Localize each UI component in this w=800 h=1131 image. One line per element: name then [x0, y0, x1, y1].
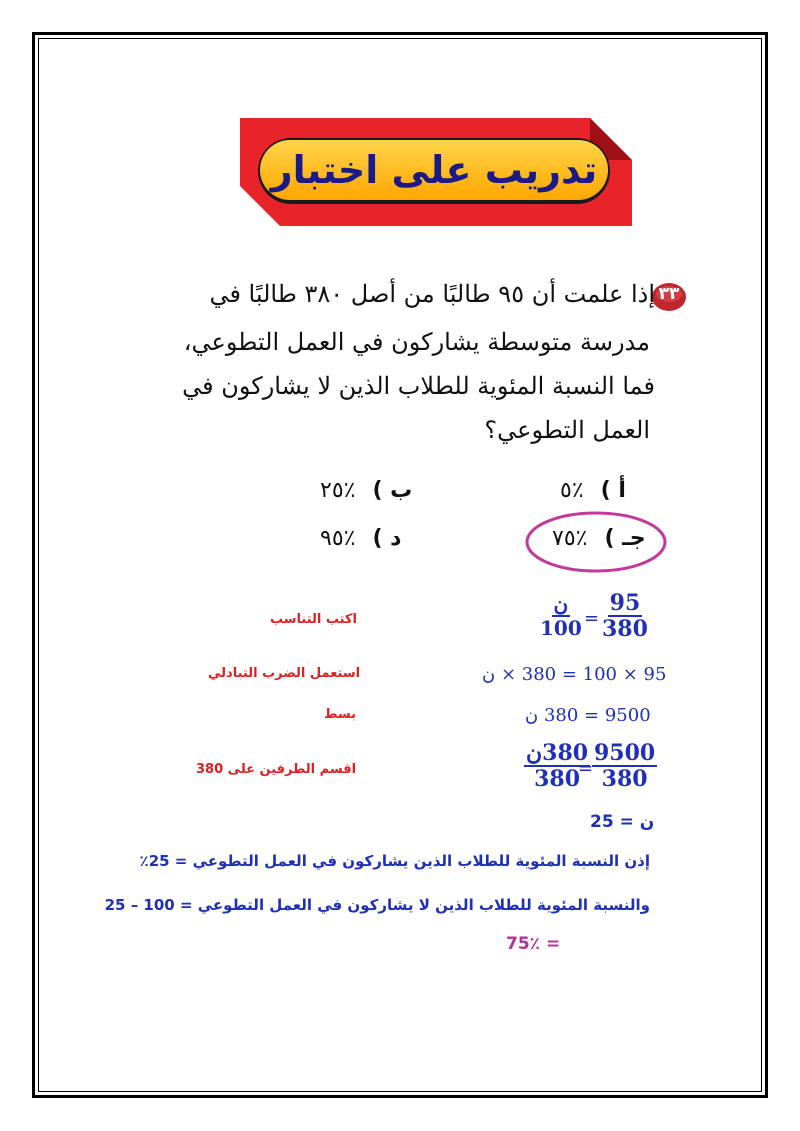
- answer-circle: [524, 510, 668, 574]
- conclusion-line-2: والنسبة المئوية للطلاب الذين لا يشاركون في العمل التطوعي = 100 – 25: [104, 896, 650, 914]
- step1-right-denominator: 100: [540, 616, 582, 640]
- option-b-value: ٪٢٥: [320, 478, 356, 503]
- step4-left-denominator: 380: [601, 766, 648, 793]
- step4-right-fraction: [524, 742, 590, 791]
- step1-equals: =: [584, 608, 600, 629]
- final-answer: = 75٪: [506, 934, 561, 954]
- step2-note: استعمل الضرب التبادلي: [208, 666, 361, 681]
- step4-equals: =: [578, 758, 594, 779]
- step3-equation: 9500 = 380 ن: [525, 705, 651, 726]
- step4-right-numerator: 380ن: [526, 740, 589, 766]
- step1-left-numerator: 95: [609, 590, 641, 616]
- banner-title: تدريب على اختبار: [270, 148, 598, 192]
- step4-left-fraction: [592, 742, 657, 791]
- question-number: ٣٣: [658, 284, 680, 304]
- step4-left-numerator: 9500: [594, 740, 656, 766]
- question-line-2: مدرسة متوسطة يشاركون في العمل التطوعي،: [183, 328, 650, 356]
- question-line-3: فما النسبة المئوية للطلاب الذين لا يشاركون في: [182, 372, 655, 400]
- step1-right-numerator: ن: [553, 592, 569, 616]
- option-d-value: ٪٩٥: [320, 526, 356, 551]
- option-a: [560, 478, 626, 503]
- option-b: [320, 478, 412, 503]
- step4-note: اقسم الطرفين على 380: [196, 762, 357, 777]
- option-a-value: ٪٥: [560, 478, 584, 503]
- option-a-letter: أ ): [600, 478, 626, 503]
- step1-note: اكتب التناسب: [270, 612, 357, 627]
- option-c-value: ٪٧٥: [552, 526, 588, 551]
- step1-right-fraction: [540, 594, 582, 639]
- option-b-letter: ب ): [372, 478, 413, 503]
- question-line-4: العمل التطوعي؟: [484, 416, 650, 444]
- step2-equation: 95 × 100 = 380 × ن: [482, 664, 667, 685]
- conclusion-line-1: إذن النسبة المئوية للطلاب الذين يشاركون في العمل التطوعي = 25٪: [139, 852, 650, 870]
- question-line-1: إذا علمت أن ٩٥ طالبًا من أصل ٣٨٠ طالبًا في: [209, 280, 655, 308]
- step4-right-denominator: 380: [534, 766, 581, 793]
- step1-left-fraction: [602, 592, 648, 641]
- step3-note: بسط: [324, 707, 357, 722]
- option-c-letter: جـ ): [604, 526, 646, 551]
- step5-result: ن = 25: [590, 812, 655, 832]
- step1-left-denominator: 380: [602, 616, 648, 643]
- option-d: [320, 526, 401, 551]
- option-d-letter: د ): [372, 526, 402, 551]
